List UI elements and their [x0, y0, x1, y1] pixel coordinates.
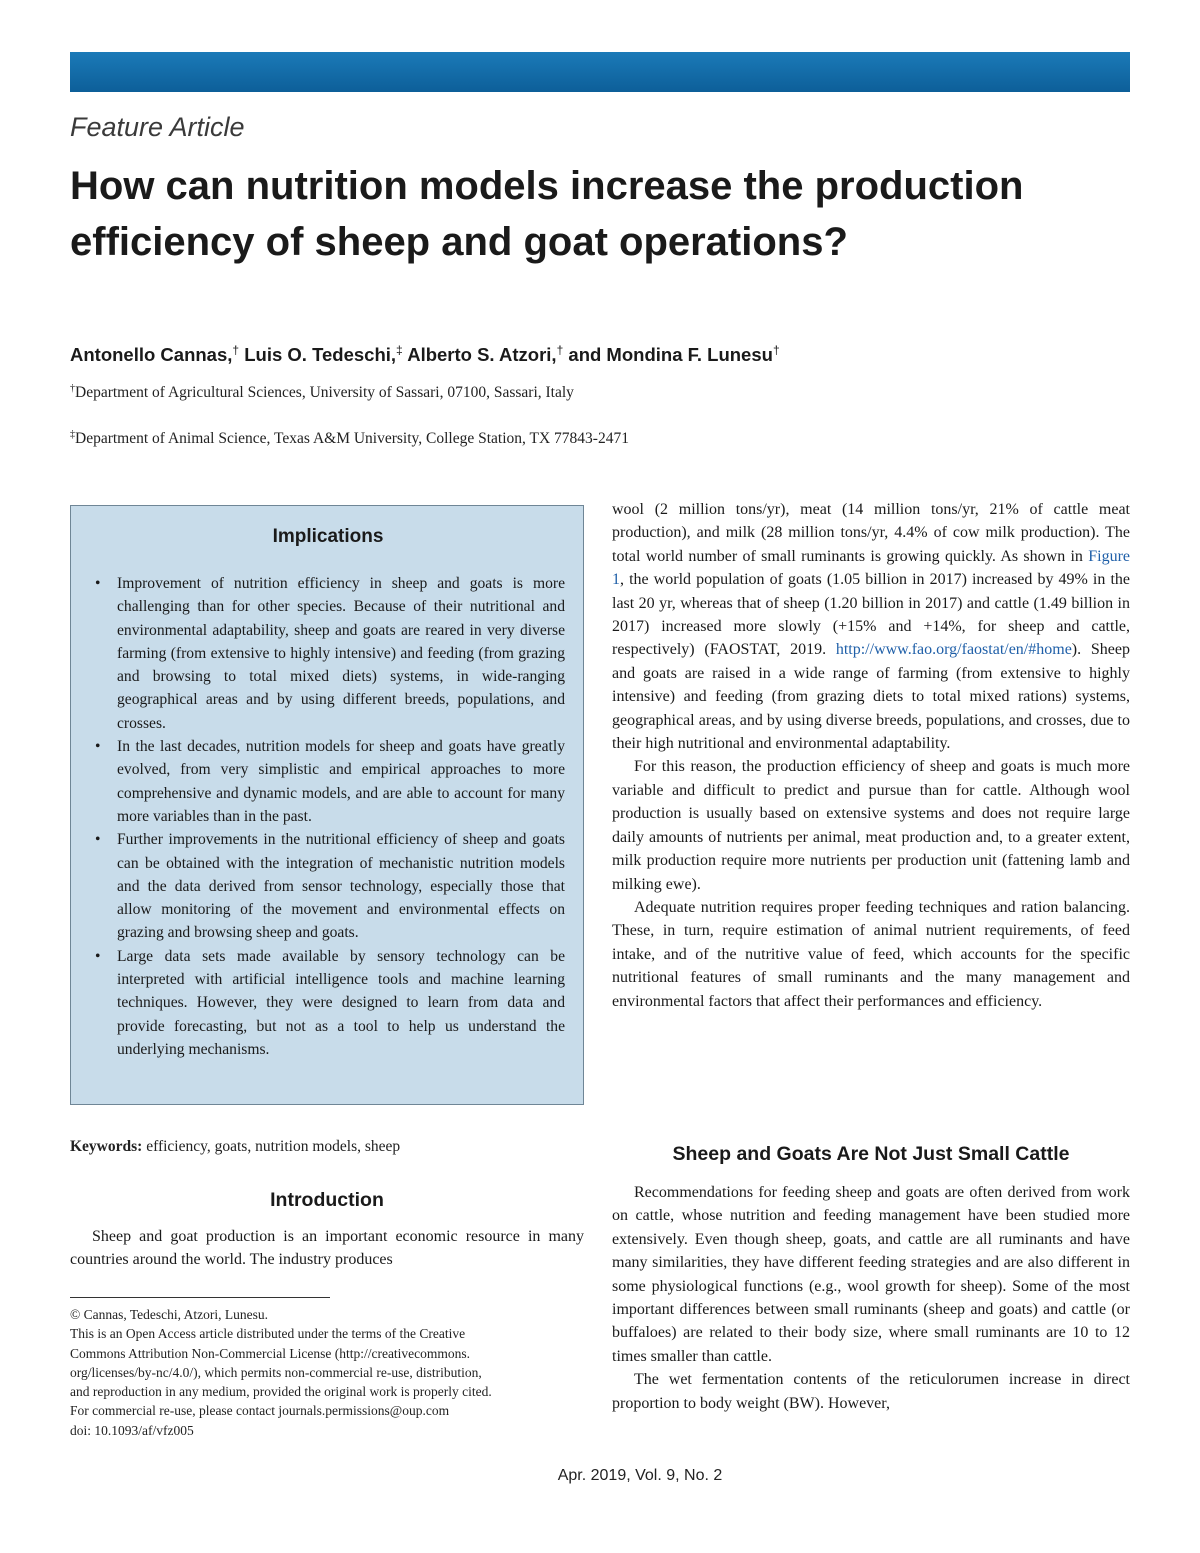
affiliation-text: Department of Animal Science, Texas A&M University, College Station, TX 77843-2471 [75, 430, 629, 448]
author-mark: † [772, 343, 780, 357]
right-column-section-body [612, 1181, 1130, 1415]
license-line: and reproduction in any medium, provided the original work is properly cited. [70, 1384, 492, 1400]
implications-title: Implications [272, 526, 384, 547]
body-paragraph: The wet fermentation contents of the reticulorumen increase in direct proportion to body weight (BW). However, [612, 1371, 1130, 1412]
right-column-body [612, 498, 1130, 1013]
license-line[interactable]: For commercial re-use, please contact journals.permissions@oup.com [70, 1403, 450, 1419]
implications-list [91, 572, 565, 1061]
introduction-heading-wrap [70, 1189, 584, 1212]
author-mark: ‡ [396, 343, 403, 357]
implication-item: • Large data sets made available by sensory technology can be interpreted with artificial intelligence tools and machine learning techniques. However, they were designed to learn from data and provide forecasting, but not as a tool to help us understand the underlying mechanisms. [91, 945, 565, 1061]
author-name: Luis O. Tedeschi, [244, 344, 397, 366]
section-heading-wrap [612, 1143, 1130, 1166]
keywords [70, 1138, 584, 1156]
keywords-text: efficiency, goats, nutrition models, sheep [142, 1138, 401, 1155]
article-title: How can nutrition models increase the production efficiency of sheep and goat operations? [70, 164, 1024, 264]
introduction-paragraph: Sheep and goat production is an important economic resource in many countries around the world. The industry produces [70, 1228, 584, 1269]
affiliation-1 [70, 383, 1130, 402]
author-name: and Mondina F. Lunesu [568, 344, 773, 366]
author-name: Alberto S. Atzori, [407, 344, 557, 366]
faostat-link[interactable]: http://www.fao.org/faostat/en/#home [835, 641, 1072, 659]
implications-box [70, 505, 584, 1105]
introduction-heading: Introduction [270, 1189, 384, 1211]
author-mark: † [556, 343, 564, 357]
implication-item: • Further improvements in the nutritional efficiency of sheep and goats can be obtained with the integration of mechanistic nutrition models and the data derived from sensor technology, especially those that allow monitoring of the movement and environmental effects on grazing and browsing sheep and goats. [91, 828, 565, 944]
affiliation-mark: † [70, 383, 75, 394]
author-list [70, 343, 1130, 366]
implication-item: • Improvement of nutrition efficiency in sheep and goats is more challenging than for other species. Because of their nutritional and environmental adaptability, sheep and goats are reared in very diverse farming (from extensive to highly intensive) and feeding (from grazing and browsing to total mixed diets) systems, in wide-ranging geographical areas and by using different breeds, populations, and crosses. [91, 572, 565, 735]
introduction-body [70, 1225, 584, 1272]
affiliation-text: Department of Agricultural Sciences, University of Sassari, 07100, Sassari, Italy [75, 384, 574, 402]
author-name: Antonello Cannas, [70, 344, 233, 366]
affiliation-2 [70, 429, 1130, 448]
license-line[interactable]: Commons Attribution Non-Commercial License (http://creativecommons. [70, 1345, 471, 1361]
implication-item: • In the last decades, nutrition models for sheep and goats have greatly evolved, from very simplistic and empirical approaches to more comprehensive and dynamic models, and are able to account for many more variables than in the past. [91, 735, 565, 828]
body-paragraph: Adequate nutrition requires proper feeding techniques and ration balancing. These, in turn, require estimation of animal nutrient requirements, of feed intake, and of the nutritive value of feed, which accounts for the specific nutritional features of small ruminants and the many management and environmental factors that affect their performances and efficiency. [612, 898, 1130, 1010]
copyright-line: © Cannas, Tedeschi, Atzori, Lunesu. [70, 1307, 269, 1322]
author-mark: † [232, 343, 240, 357]
license-line: This is an Open Access article distributed under the terms of the Creative [70, 1326, 466, 1342]
body-paragraph: For this reason, the production efficiency of sheep and goats is much more variable and difficult to predict and pursue than for cattle. Although wool production is usually based on extensive systems and does not require large daily amounts of nutrients per animal, meat production and, to a greater extent, milk production require more nutrients per production unit (fattening lamb and milking ewe). [612, 758, 1130, 893]
body-paragraph: Recommendations for feeding sheep and goats are often derived from work on cattle, whose nutrition and feeding management have been studied more extensively. Even though sheep, goats, and cattle are all ruminants and have many similarities, they have different feeding strategies and are also different in some physiological functions (e.g., wool growth for sheep). Some of the most important differences between small ruminants (sheep and goats) and cattle (or buffaloes) are related to their body size, where small ruminants are 10 to 12 times smaller than cattle. [612, 1184, 1130, 1365]
page-footer: Apr. 2019, Vol. 9, No. 2 [557, 1467, 723, 1484]
figure-1-link[interactable]: Figure 1 [612, 547, 1130, 589]
keywords-label: Keywords: [70, 1138, 143, 1155]
footnote [70, 1305, 590, 1440]
doi-line[interactable]: doi: 10.1093/af/vfz005 [70, 1422, 194, 1438]
affiliation-mark: ‡ [70, 429, 75, 440]
header-color-bar [70, 52, 1130, 92]
feature-label: Feature Article [70, 112, 245, 142]
license-line[interactable]: org/licenses/by-nc/4.0/), which permits non-commercial re-use, distribution, [70, 1364, 482, 1380]
section-heading-sheep-goats: Sheep and Goats Are Not Just Small Cattle [672, 1143, 1070, 1165]
footnote-divider [70, 1297, 330, 1298]
body-paragraph: wool (2 million tons/yr), meat (14 million tons/yr, 21% of cattle meat production), and milk (28 million tons/yr, 4.4% of cow milk production). The total world number of small ruminants is growing quickly. As shown in Figure 1, the world population of goats (1.05 billion in 2017) increased by 49% in the last 20 yr, whereas that of sheep (1.20 billion in 2017) and cattle (1.49 billion in 2017) increased more slowly (+15% and +14%, for sheep and cattle, respectively) (FAOSTAT, 2019. http://www.fao.org/faostat/en/#home). Sheep and goats are raised in a wide range of farming (from extensive to highly intensive) and feeding (from grazing diets to total mixed rations) systems, geographical areas, and by using diverse breeds, populations, and crosses, due to their high nutritional and environmental adaptability. [612, 501, 1130, 753]
